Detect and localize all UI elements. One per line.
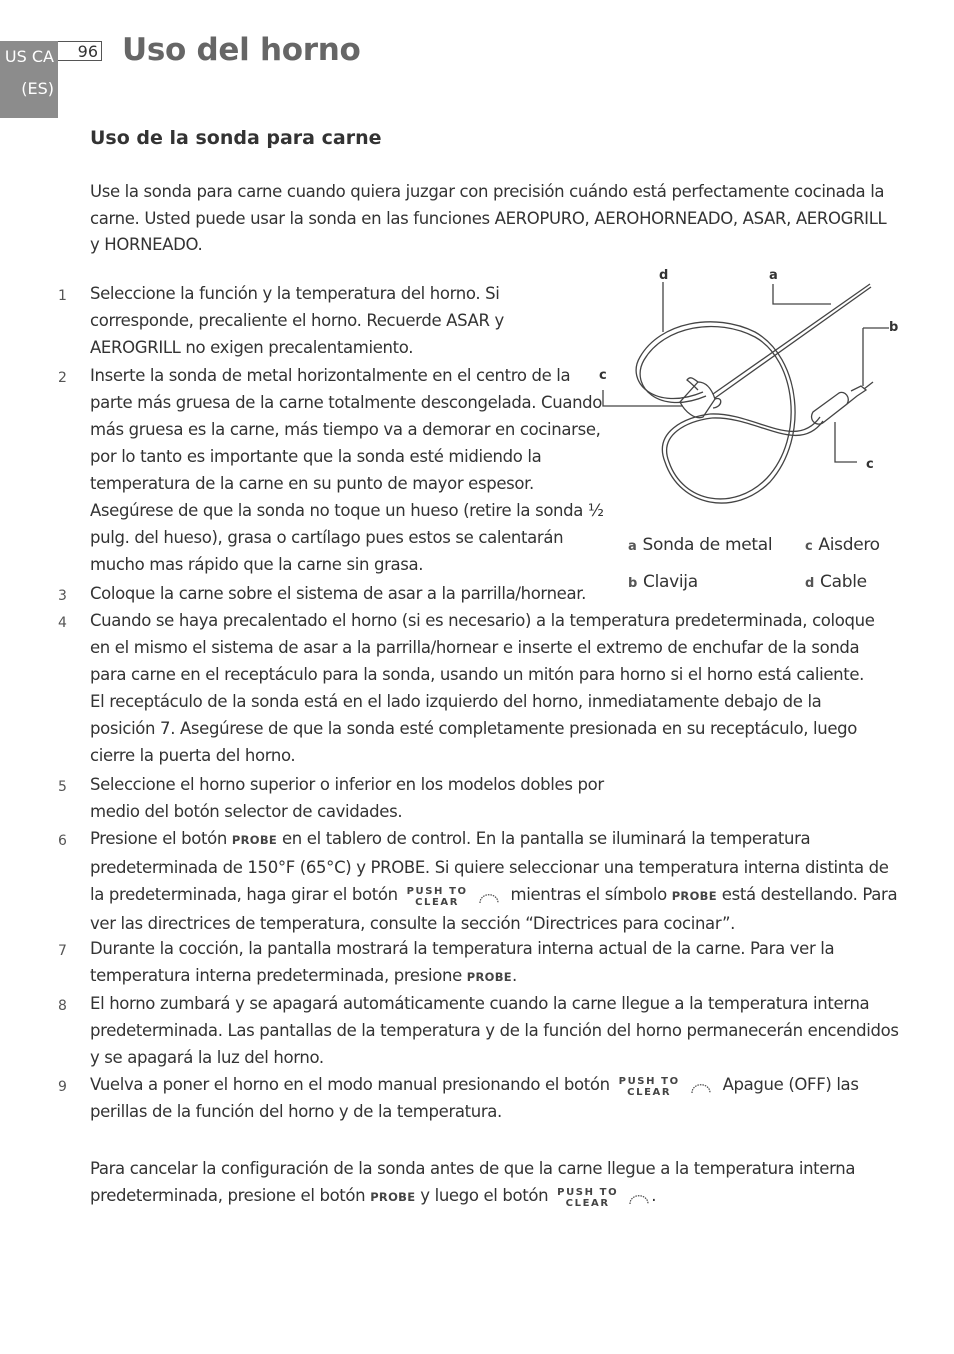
region-language: (ES)	[21, 79, 54, 98]
legend-item: b Clavija	[628, 572, 698, 592]
step-number: 5	[58, 779, 67, 795]
push-to-clear-label: PUSH TO CLEAR	[406, 886, 468, 908]
step-number: 6	[58, 833, 67, 849]
step-text: Presione el botón PROBE en el tablero de control. En la pantalla se iluminará la temperatura predeterminada de 150°F (65°C) y PROBE. Si quiere seleccionar una temperatura interna distinta de la predeterminada, haga girar el botón PUSH TO CLEAR mientras el símbolo PROBE está destellando. Para ver las directrices de temperatura, consulte la sección “Directrices para cocinar”.	[90, 829, 898, 933]
probe-button-label: PROBE	[466, 970, 512, 984]
step-text: Seleccione el horno superior o inferior en los modelos dobles por medio del botón selector de cavidades.	[90, 775, 604, 821]
legend-item: c Aisdero	[805, 535, 880, 555]
step-number: 1	[58, 288, 67, 304]
probe-symbol-label: PROBE	[671, 889, 717, 903]
step-text: Inserte la sonda de metal horizontalmente en el centro de la parte más gruesa de la carne totalmente descongelada. Cuando más gruesa es la carne, más tiempo va a demorar en cocinarse, por lo tanto es importante que la sonda esté midiendo la temperatura de la carne en su punto de mayor espesor. Asegúrese de que la sonda no toque un hueso (retire la sonda ½ pulg. del hueso), grasa o cartílago pues estos se calentarán mucho mas rápido que la carne sin grasa.	[90, 366, 604, 574]
probe-button-label: PROBE	[231, 833, 278, 847]
page-title: Uso del horno	[122, 32, 361, 68]
label-b: b	[889, 320, 899, 335]
cancel-paragraph: Para cancelar la configuración de la sonda antes de que la carne llegue a la temperatura interna predeterminada, presione el botón PROBE y luego el botón PUSH TO CLEAR .	[90, 1159, 856, 1209]
knob-icon	[478, 890, 500, 904]
step-text: Seleccione la función y la temperatura del horno. Si corresponde, precaliente el horno. Recuerde ASAR y AEROGRILL no exigen precalentamiento.	[90, 284, 504, 357]
region-code: US CA	[4, 47, 54, 66]
step-number: 3	[58, 588, 67, 604]
legend-item: a Sonda de metal	[628, 535, 773, 555]
push-to-clear-label: PUSH TO CLEAR	[557, 1187, 619, 1209]
knob-icon	[628, 1191, 650, 1205]
step-text: Durante la cocción, la pantalla mostrará la temperatura interna actual de la carne. Para ver la temperatura interna predeterminada, presione PROBE.	[90, 935, 880, 991]
probe-button-label: PROBE	[370, 1190, 416, 1204]
region-tab	[0, 41, 58, 118]
label-c-handle: c	[599, 368, 607, 383]
step-text: Coloque la carne sobre el sistema de asar a la parrilla/hornear.	[90, 584, 587, 603]
step-number: 8	[58, 998, 67, 1014]
meat-probe-diagram	[595, 262, 910, 512]
page-number: 96	[58, 41, 102, 61]
push-to-clear-label: PUSH TO CLEAR	[618, 1076, 680, 1098]
step-number: 9	[58, 1079, 67, 1095]
knob-icon	[690, 1080, 712, 1094]
legend-item: d Cable	[805, 572, 867, 592]
step-number: 4	[58, 615, 67, 631]
step-text: Vuelva a poner el horno en el modo manual presionando el botón PUSH TO CLEAR Apague (OFF) las perillas de la función del horno y de la temperatura.	[90, 1075, 859, 1121]
label-c-plug: c	[866, 457, 874, 472]
step-text: Cuando se haya precalentado el horno (si es necesario) a la temperatura predeterminada, coloque en el mismo el sistema de asar a la parrilla/hornear e inserte el extremo de enchufar de la sonda para carne en el receptáculo para la sonda, usando un mitón para horno si el horno está caliente. El receptáculo de la sonda está en el lado izquierdo del horno, inmediatamente debajo de la posición 7. Asegúrese de que la sonda esté completamente presionada en su receptáculo, luego cierre la puerta del horno.	[90, 611, 875, 765]
step-text: El horno zumbará y se apagará automáticamente cuando la carne llegue a la temperatura interna predeterminada. Las pantallas de la temperatura y de la función del horno permanecerán encendidos y se apagará la luz del horno.	[90, 994, 899, 1067]
section-heading: Uso de la sonda para carne	[90, 127, 382, 149]
label-d: d	[659, 268, 669, 283]
label-a: a	[769, 268, 778, 283]
step-number: 2	[58, 370, 67, 386]
intro-paragraph: Use la sonda para carne cuando quiera juzgar con precisión cuándo está perfectamente cocinada la carne. Usted puede usar la sonda en las funciones AEROPURO, AEROHORNEADO, ASAR, AEROGRILL y HORNEADO.	[90, 182, 887, 254]
step-number: 7	[58, 943, 67, 959]
